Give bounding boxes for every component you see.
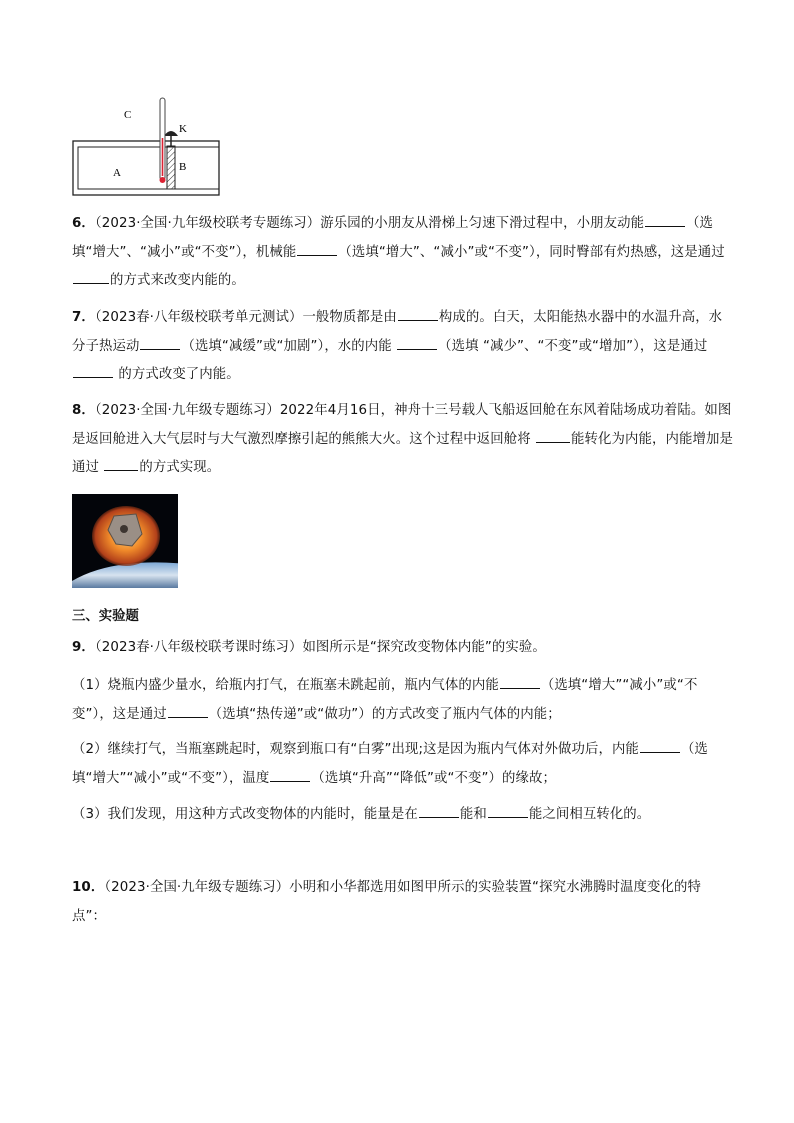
thermometer-bulb — [160, 177, 166, 183]
q10-number: 10． — [72, 880, 105, 895]
reentry-capsule-photo — [72, 494, 178, 588]
q8-blank-1[interactable] — [536, 428, 570, 443]
cylinder-outer — [73, 141, 219, 195]
label-a: A — [113, 167, 121, 179]
capsule-window — [120, 525, 128, 533]
valve-k — [164, 131, 178, 136]
cylinder-inner — [78, 147, 219, 189]
question-7: 7．（2023春·八年级校联考单元测试）一般物质都是由 构成的。白天，太阳能热水器中的水温升高，水分子热运动 （选填“减缓”或“加剧”），水的内能 （选填 “减少”、“不变”或“增加”），这是通过 的方式改变了内能。 — [72, 304, 734, 390]
q9-blank-3[interactable] — [640, 738, 680, 753]
q9-blank-6[interactable] — [488, 803, 528, 818]
q6-source: （2023·全国·九年级校联考专题练习） — [94, 216, 321, 231]
label-k: K — [179, 123, 187, 135]
piston-b — [167, 146, 175, 189]
question-9-part-1: （1）烧瓶内盛少量水，给瓶内打气，在瓶塞未跳起前，瓶内气体的内能 （选填“增大”“减小”或“不变”），这是通过 （选填“热传递”或“做功”）的方式改变了瓶内气体的内能； — [72, 672, 734, 729]
section-title: 三、实验题 — [72, 609, 139, 624]
q7-blank-3[interactable] — [397, 335, 437, 350]
question-10: 10．（2023·全国·九年级专题练习）小明和小华都选用如图甲所示的实验装置“探究水沸腾时温度变化的特点”： — [72, 880, 701, 924]
q9-number: 9． — [72, 640, 95, 655]
label-c: C — [124, 109, 132, 121]
q9-blank-1[interactable] — [500, 674, 540, 689]
question-9-part-3: （3）我们发现，用这种方式改变物体的内能时，能量是在 能和 能之间相互转化的。 — [72, 801, 734, 830]
q8-blank-2[interactable] — [104, 456, 138, 471]
q8-source: （2023·全国·九年级专题练习） — [94, 403, 280, 418]
q7-blank-4[interactable] — [73, 363, 113, 378]
q9-source: （2023春·八年级校联考课时练习） — [94, 640, 303, 655]
q9-blank-5[interactable] — [419, 803, 459, 818]
question-6: 6．（2023·全国·九年级校联考专题练习）游乐园的小朋友从滑梯上匀速下滑过程中，小朋友动能 （选填“增大”、“减小”或“不变”），机械能 （选填“增大”、“减小”或“不变”），同时臀部有灼热感，这是通过的方式来改变内能的。 — [72, 210, 734, 296]
q7-blank-2[interactable] — [140, 335, 180, 350]
q10-source: （2023·全国·九年级专题练习） — [104, 880, 290, 895]
q7-blank-1[interactable] — [398, 306, 438, 321]
q8-number: 8． — [72, 403, 95, 418]
q9-blank-2[interactable] — [168, 703, 208, 718]
q6-blank-2[interactable] — [297, 241, 337, 256]
question-9: 9．（2023春·八年级校联考课时练习）如图所示是“探究改变物体内能”的实验。 — [72, 640, 546, 655]
q7-source: （2023春·八年级校联考单元测试） — [94, 310, 303, 325]
q6-blank-3[interactable] — [73, 269, 109, 284]
cylinder-thermometer-figure — [70, 92, 222, 200]
label-b: B — [179, 161, 187, 173]
question-8: 8．（2023·全国·九年级专题练习）2022年4月16日，神舟十三号载人飞船返回舱在东风着陆场成功着陆。如图是返回舱进入大气层时与大气激烈摩擦引起的熊熊大火。这个过程中返回舱将 能转化为内能，内能增加是通过 的方式实现。 — [72, 403, 733, 475]
q7-number: 7． — [72, 310, 95, 325]
q6-blank-1[interactable] — [645, 212, 685, 227]
question-9-part-2: （2）继续打气，当瓶塞跳起时，观察到瓶口有“白雾”出现;这是因为瓶内气体对外做功后，内能 （选填“增大”“减小”或“不变”），温度 （选填“升高”“降低”或“不变”）的缘故； — [72, 736, 734, 793]
q6-number: 6． — [72, 216, 95, 231]
q9-blank-4[interactable] — [270, 767, 310, 782]
